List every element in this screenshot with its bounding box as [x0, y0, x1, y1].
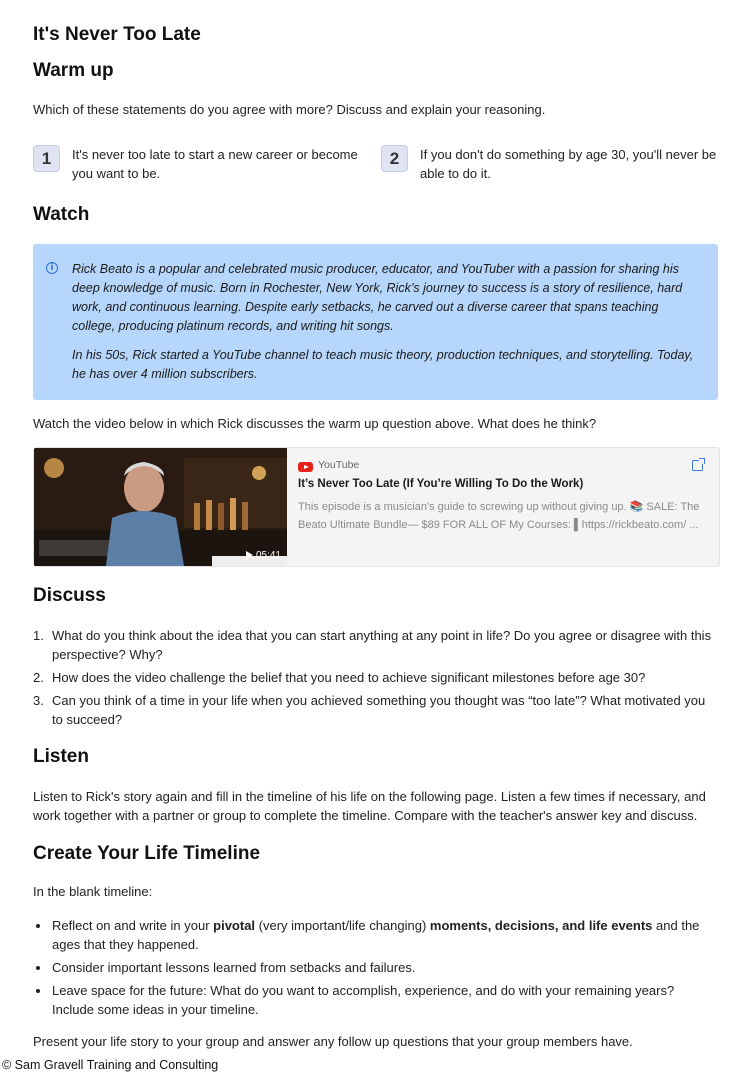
- list-text: Can you think of a time in your life when you achieved something you thought was “too late”? What motivated you to succeed?: [52, 693, 706, 727]
- list-number: 3.: [33, 693, 44, 708]
- bullet-icon: [36, 966, 40, 970]
- video-embed[interactable]: [33, 447, 720, 567]
- callout-paragraph-1: Rick Beato is a popular and celebrated music producer, educator, and YouTuber with a passion for sharing his deep knowledge of music. Born in Rochester, New York, Rick’s journey to success is a story of resilience, hard work, and continuous learning. Despite early setbacks, he carved out a diverse career that spans teaching college, producing platinum records, and writing hit songs.: [72, 262, 683, 333]
- watch-heading: Watch: [33, 204, 90, 225]
- bullet-text: and the ages that they happened.: [52, 918, 700, 952]
- list-item: [33, 916, 718, 954]
- bullet-icon: [36, 989, 40, 993]
- bullet-text: (very important/life changing): [255, 918, 430, 933]
- info-icon: i: [46, 262, 58, 274]
- youtube-logo-icon: [298, 462, 313, 472]
- timeline-bullets: [33, 916, 718, 1023]
- bullet-icon: [36, 924, 40, 928]
- page-title: It's Never Too Late: [33, 24, 201, 45]
- copyright-footer: © Sam Gravell Training and Consulting: [2, 1058, 219, 1072]
- info-callout: [33, 244, 718, 400]
- statement-number: 1: [33, 145, 60, 172]
- bullet-bold: pivotal: [213, 918, 256, 933]
- video-thumbnail[interactable]: [34, 448, 287, 566]
- video-description: This episode is a musician's guide to screwing up without giving up. 📚 SALE: The Beato Ultimate Bundle— $89 FOR ALL OF My Courses: ▌https://rickbeato.com/ ...: [298, 501, 700, 531]
- list-item: [33, 626, 718, 664]
- listen-text: Listen to Rick's story again and fill in the timeline of his life on the following page. Listen a few times if necessary, and work together with a partner or group to complete the timeline. Compare with the teacher's answer key and discuss.: [33, 789, 706, 823]
- timeline-heading: Create Your Life Timeline: [33, 843, 261, 864]
- list-item: [33, 958, 718, 977]
- bullet-text: Consider important lessons learned from setbacks and failures.: [52, 960, 416, 975]
- bullet-text: Leave space for the future: What do you want to accomplish, experience, and do with your remaining years? Include some ideas in your timeline.: [52, 983, 675, 1017]
- listen-heading: Listen: [33, 746, 89, 767]
- list-item: [33, 691, 718, 729]
- statement-number: 2: [381, 145, 408, 172]
- timeline-intro: In the blank timeline:: [33, 884, 153, 899]
- warmup-heading: Warm up: [33, 60, 114, 81]
- bullet-text: Reflect on and write in your: [52, 918, 214, 933]
- watch-instruction: Watch the video below in which Rick discusses the warm up question above. What does he think?: [33, 416, 597, 431]
- list-number: 2.: [33, 670, 44, 685]
- list-text: What do you think about the idea that you can start anything at any point in life? Do you agree or disagree with this perspective? Why?: [52, 628, 712, 662]
- callout-paragraph-2: In his 50s, Rick started a YouTube channel to teach music theory, production techniques, and storytelling. Today, he has over 4 million subscribers.: [72, 348, 694, 381]
- timeline-closing: Present your life story to your group and answer any follow up questions that your group members have.: [33, 1034, 633, 1049]
- video-provider: YouTube: [318, 459, 360, 471]
- video-title[interactable]: It’s Never Too Late (If You’re Willing To Do the Work): [298, 478, 584, 490]
- discuss-list: [33, 626, 718, 733]
- external-link-icon[interactable]: [692, 460, 703, 471]
- video-duration: [246, 550, 281, 561]
- statement-text: If you don't do something by age 30, you'll never be able to do it.: [420, 147, 717, 181]
- bullet-bold: moments, decisions, and life events: [429, 918, 653, 933]
- warmup-prompt: Which of these statements do you agree with more? Discuss and explain your reasoning.: [33, 102, 546, 117]
- list-item: [33, 668, 718, 687]
- duration-text: 05:41: [255, 550, 281, 561]
- list-item: [33, 981, 718, 1019]
- discuss-heading: Discuss: [33, 585, 106, 606]
- thumbnail-illustration: [34, 448, 287, 566]
- statement-text: It's never too late to start a new career or become you want to be.: [72, 147, 358, 181]
- list-number: 1.: [33, 628, 44, 643]
- play-icon: [246, 551, 253, 559]
- list-text: How does the video challenge the belief that you need to achieve significant milestones before age 30?: [52, 670, 646, 685]
